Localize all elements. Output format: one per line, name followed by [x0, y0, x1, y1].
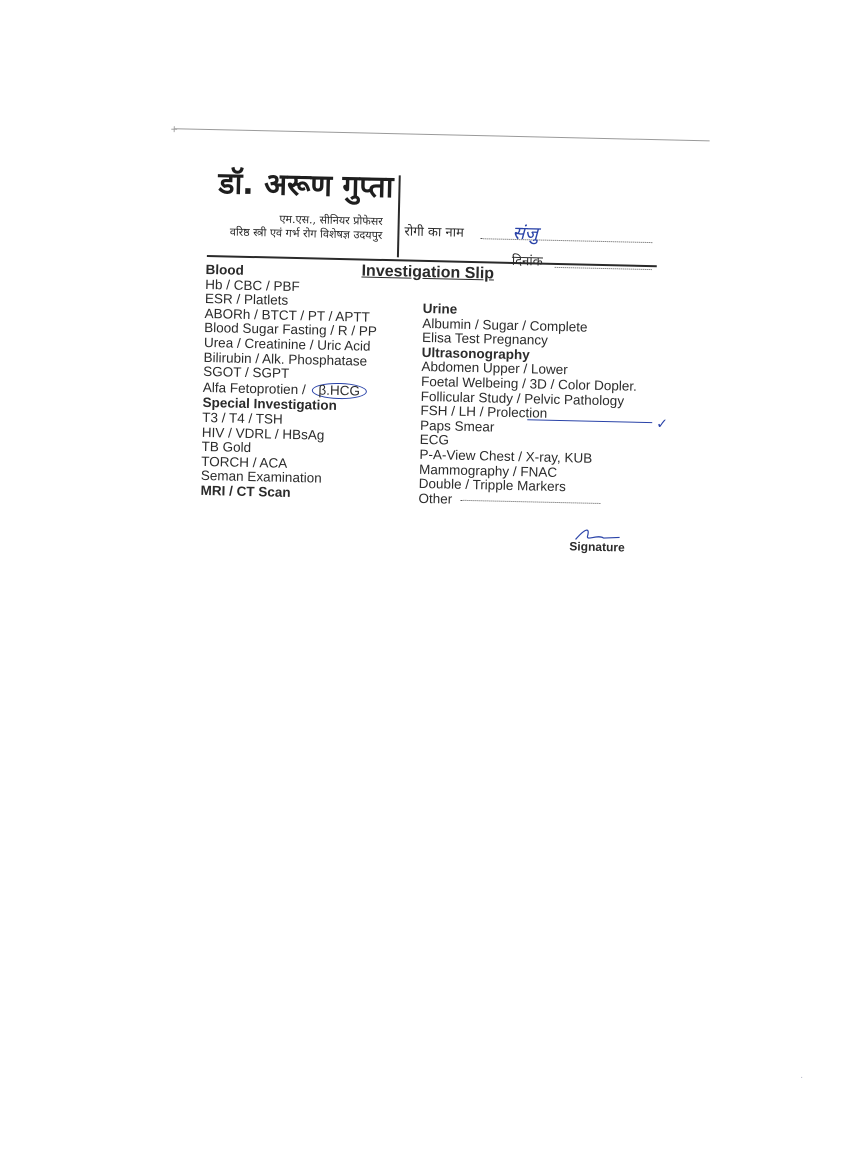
list-item: Mammography / FNAC	[418, 461, 558, 480]
blood-heading: Blood	[205, 261, 244, 278]
list-item: Follicular Study / Pelvic Pathology	[420, 388, 625, 409]
crop-mark: +	[170, 122, 178, 137]
list-item: P-A-View Chest / X-ray, KUB	[419, 446, 593, 466]
list-item: FSH / LH / Prolection	[420, 403, 548, 421]
list-item: TB Gold	[201, 439, 252, 456]
ultrasonography-heading: Ultrasonography	[421, 344, 530, 363]
date-label: दिनांक	[511, 253, 543, 270]
left-column	[200, 263, 378, 502]
urine-heading: Urine	[422, 300, 458, 317]
other-field[interactable]	[460, 500, 600, 504]
special-investigation-heading: Special Investigation	[202, 395, 337, 414]
list-item: TORCH / ACA	[201, 453, 288, 471]
signature-label: Signature	[569, 539, 625, 555]
list-item: Abdomen Upper / Lower	[421, 359, 568, 378]
list-item: ESR / Platlets	[204, 291, 289, 309]
right-column	[418, 302, 638, 511]
alfa-fetoprotein-label: Alfa Fetoprotien /	[202, 379, 306, 398]
list-item: Urea / Creatinine / Uric Acid	[203, 334, 371, 354]
list-item: Blood Sugar Fasting / R / PP	[204, 320, 377, 340]
list-item: Albumin / Sugar / Complete	[422, 315, 588, 335]
doctor-specialty: वरिष्ठ स्त्री एवं गर्भ रोग विशेषज्ञ उदयपुर	[229, 225, 383, 242]
header-vertical-divider	[397, 175, 401, 257]
mri-ct-heading: MRI / CT Scan	[200, 482, 291, 500]
list-item: Elisa Test Pregnancy	[421, 330, 549, 348]
date-field[interactable]	[555, 267, 652, 270]
list-item: ECG	[419, 432, 450, 448]
list-item: Seman Examination	[200, 468, 322, 486]
other-label: Other	[418, 490, 453, 507]
list-item: Hb / CBC / PBF	[205, 276, 300, 294]
list-item: T3 / T4 / TSH	[202, 409, 283, 427]
patient-name-handwritten: संजु	[512, 222, 539, 245]
ink-tick-mark: ✓	[656, 415, 669, 432]
list-item: HIV / VDRL / HBsAg	[201, 424, 325, 443]
doctor-qualification: एम.एस., सीनियर प्रोफेसर	[279, 212, 383, 228]
list-item: SGOT / SGPT	[203, 364, 290, 382]
investigation-slip	[155, 118, 725, 591]
doctor-credentials	[202, 211, 383, 243]
patient-name-field[interactable]	[480, 238, 652, 243]
beta-hcg-circled: β.HCG	[311, 382, 367, 400]
list-item: Paps Smear	[419, 417, 495, 435]
scan-speck: ·	[800, 1072, 804, 1083]
top-edge-line	[175, 128, 710, 141]
patient-name-label: रोगी का नाम	[404, 224, 464, 241]
list-item: Foetal Welbeing / 3D / Color Dopler.	[420, 373, 638, 394]
list-item: ABORh / BTCT / PT / APTT	[204, 305, 371, 325]
slip-title: Investigation Slip	[361, 262, 495, 283]
doctor-name: डॉ. अरूण गुप्ता	[218, 166, 394, 206]
list-item: Bilirubin / Alk. Phosphatase	[203, 349, 368, 369]
list-item: Double / Tripple Markers	[418, 475, 566, 495]
